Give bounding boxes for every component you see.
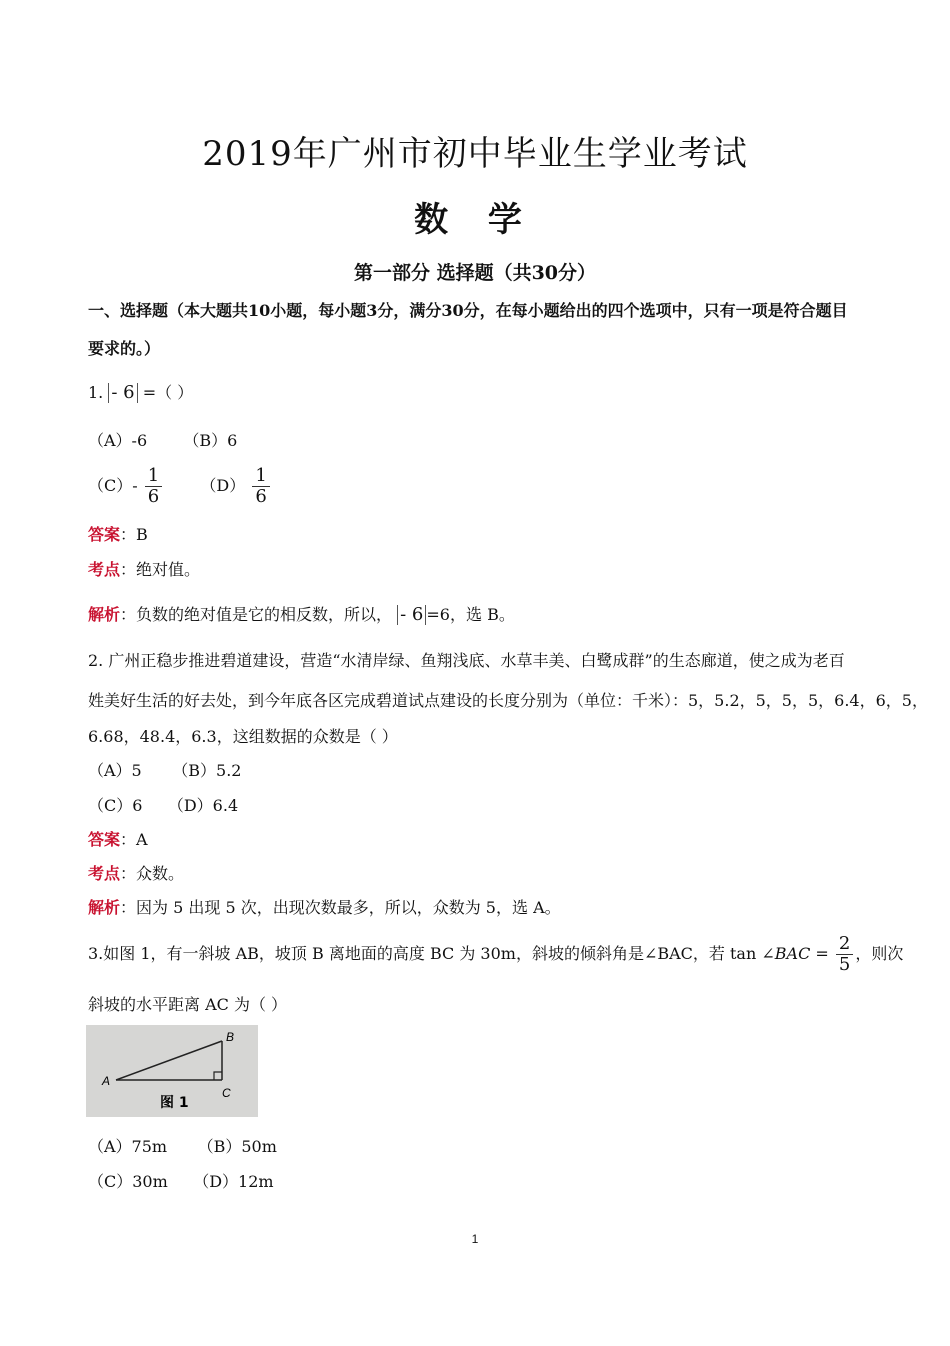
q2-point	[88, 863, 868, 885]
q1-answer	[88, 524, 868, 546]
point-label: 考点	[88, 864, 121, 883]
subject-title: 数 学	[414, 200, 536, 240]
q2-analysis	[88, 897, 868, 919]
q3-tan-expression: ∠BAC =	[761, 944, 829, 963]
q1-stem	[88, 382, 868, 404]
q2-point-value: ：众数。	[120, 864, 185, 883]
part-heading: 第一部分 选择题（共30分）	[353, 262, 597, 284]
q2-stem-line3: 6.68，48.4，6.3，这组数据的众数是（ ）	[88, 727, 398, 746]
fraction-denominator: 6	[255, 486, 267, 507]
analysis-label: 解析	[88, 605, 121, 624]
right-angle-mark	[214, 1072, 222, 1080]
q1-abs-value: - 6	[108, 383, 137, 403]
fraction-denominator: 6	[147, 486, 160, 507]
exam-title: 2019年广州市初中毕业生学业考试	[202, 134, 748, 174]
answer-label: 答案	[88, 830, 121, 849]
answer-label: 答案	[88, 525, 121, 544]
q1-stem-tail: =（ ）	[142, 383, 194, 402]
section-instructions-line2: 要求的。）	[88, 339, 161, 358]
q1-analysis-text: ：负数的绝对值是它的相反数，所以，	[120, 605, 393, 624]
q1-options-ab	[88, 430, 868, 452]
fraction-numerator: 1	[145, 466, 162, 487]
q3-stem-text: 3.如图 1，有一斜坡 AB，坡顶 B 离地面的高度 BC 为 30m，斜坡的倾斜角是∠BAC，若 tan	[88, 944, 757, 963]
fraction-numerator: 2	[836, 934, 853, 955]
point-label: 考点	[88, 560, 121, 579]
q3-stem-line2: 斜坡的水平距离 AC 为（ ）	[88, 995, 288, 1014]
vertex-label-c: C	[222, 1086, 231, 1100]
q1-answer-value: ：B	[120, 525, 148, 544]
q2-stem-line1: 2. 广州正稳步推进碧道建设，营造“水清岸绿、鱼翔浅底、水草丰美、白鹭成群”的生态廊道，使之成为老百	[88, 651, 845, 670]
q1-number: 1.	[88, 383, 104, 402]
analysis-label: 解析	[88, 898, 121, 917]
q1-point	[88, 559, 868, 581]
q1-option-d-fraction	[252, 466, 269, 507]
q2-options-ab: （A）5 （B）5.2	[88, 761, 242, 780]
q2-answer-value: ：A	[120, 830, 148, 849]
page-number: 1	[471, 1232, 479, 1246]
q1-option-c-fraction	[145, 466, 162, 507]
q1-analysis-result: =6，选 B。	[426, 605, 515, 624]
q3-options-ab: （A）75m （B）50m	[88, 1137, 277, 1156]
q1-point-value: ：绝对值。	[120, 560, 201, 579]
q2-stem-line2: 姓美好生活的好去处，到今年底各区完成碧道试点建设的长度分别为（单位：千米）：5，5.2，5，5，5，6.4，6，5，	[88, 691, 928, 710]
q1-analysis	[88, 604, 868, 626]
slope-figure	[86, 1025, 258, 1117]
vertex-label-b: B	[226, 1030, 235, 1044]
fraction-denominator: 5	[838, 954, 851, 975]
fraction-numerator: 1	[252, 466, 269, 487]
figure-caption: 图 1	[160, 1095, 189, 1111]
q2-options-cd: （C）6 （D）6.4	[88, 796, 239, 815]
q1-option-b: （B）6	[183, 431, 238, 450]
q1-options-cd	[88, 464, 868, 508]
q1-analysis-abs: - 6	[397, 605, 426, 625]
q1-option-c: （C）-	[88, 476, 138, 495]
q1-option-d: （D）	[200, 476, 246, 495]
q3-options-cd: （C）30m （D）12m	[88, 1172, 274, 1191]
q1-option-a: （A）-6	[88, 431, 148, 450]
q3-stem-line1	[88, 932, 904, 976]
vertex-label-a: A	[102, 1074, 111, 1088]
triangle-diagram	[86, 1025, 258, 1117]
q2-analysis-text: ：因为 5 出现 5 次，出现次数最多，所以，众数为 5，选 A。	[120, 898, 561, 917]
q3-stem-tail: ，则次	[855, 944, 904, 963]
slope-line-ab	[116, 1041, 222, 1080]
section-instructions-line1: 一、选择题（本大题共10小题，每小题3分，满分30分，在每小题给出的四个选项中，只有一项是符合题目	[88, 301, 848, 320]
q3-fraction	[836, 934, 853, 975]
q2-answer	[88, 829, 868, 851]
